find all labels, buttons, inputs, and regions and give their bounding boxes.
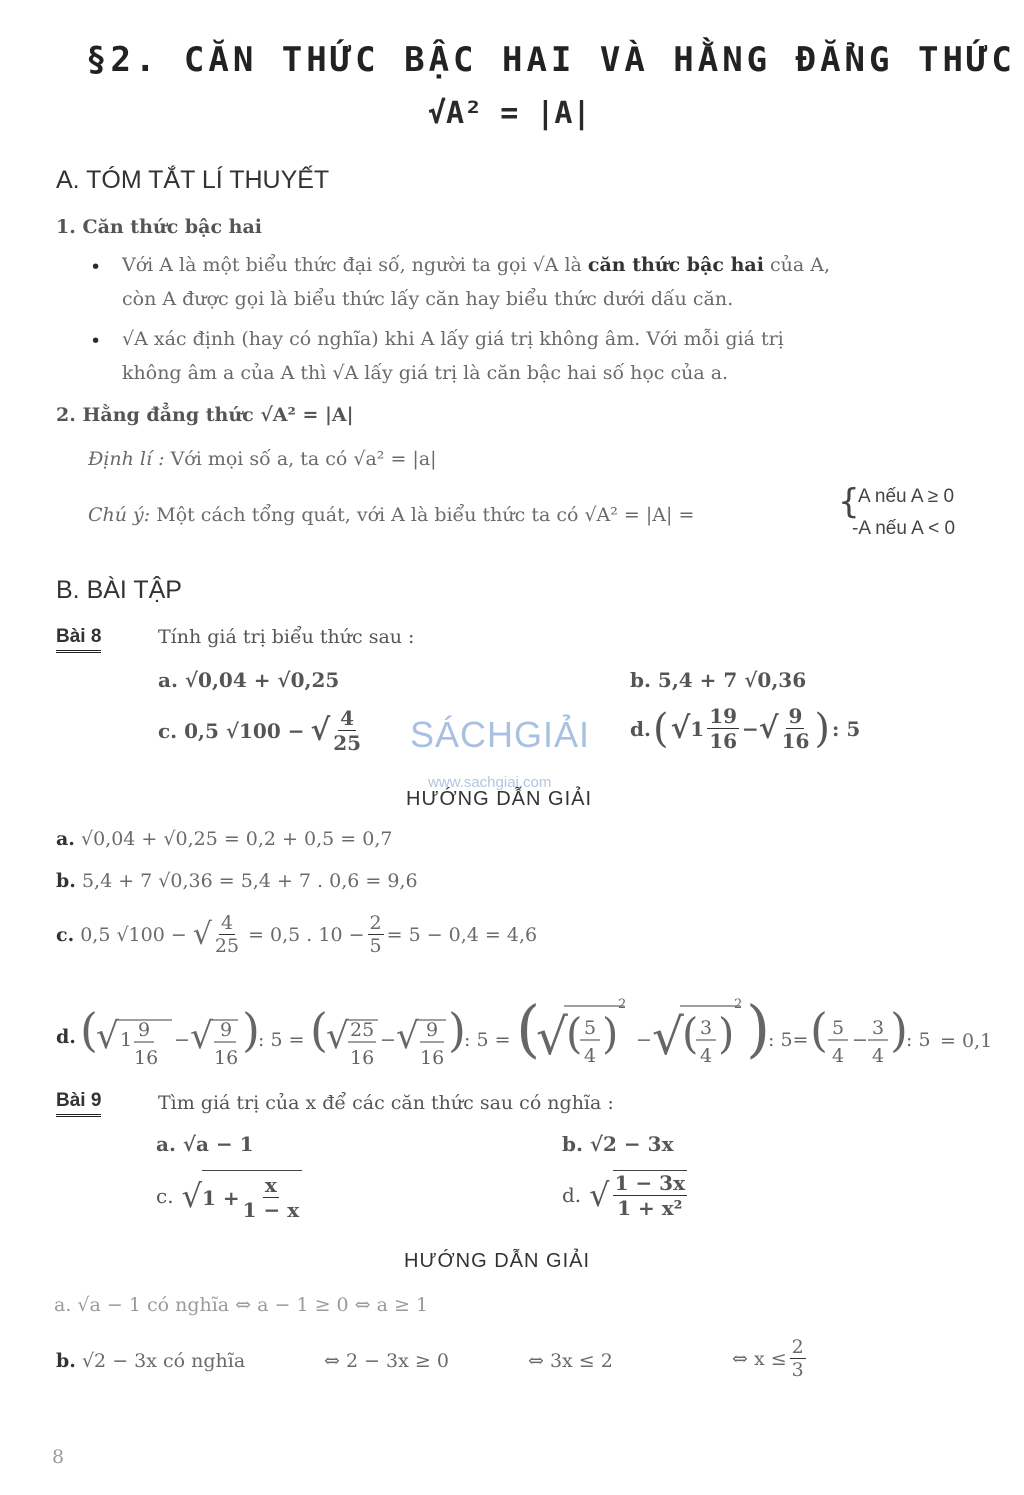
bai-9-c — [156, 1170, 302, 1222]
svg-text:): ) — [718, 1009, 735, 1058]
sol-text: √0,04 + √0,25 = 0,2 + 0,5 = 0,7 — [80, 828, 393, 850]
term: 1 + — [201, 1185, 240, 1210]
denominator: 1 − x — [242, 1198, 300, 1222]
svg-text:√: √ — [652, 1008, 684, 1066]
bai-9-solution-a: a. √a − 1 có nghĩa ⇔ a − 1 ≥ 0 ⇔ a ≥ 1 — [54, 1294, 429, 1316]
note-text: Một cách tổng quát, với A là biểu thức ta có √A² = |A| = — [156, 504, 695, 526]
sol-label: a. — [56, 828, 75, 850]
section-b-heading: B. BÀI TẬP — [56, 576, 182, 604]
bullet-1-tail: của A, — [769, 254, 830, 276]
watermark-brand: SÁCHGIẢI — [410, 714, 591, 755]
svg-text:4: 4 — [584, 1045, 597, 1067]
svg-text:: 5 =: : 5 = — [464, 1029, 511, 1051]
svg-text:): ) — [890, 1003, 908, 1057]
bai-9-label: Bài 9 — [56, 1090, 101, 1117]
svg-text:−: − — [380, 1029, 396, 1051]
numerator: 9 — [788, 704, 803, 728]
radical-sign: √ — [589, 1176, 610, 1214]
section-a-heading: A. TÓM TẮT LÍ THUYẾT — [56, 166, 330, 194]
bai-8-solution-heading: HƯỚNG DẪN GIẢI — [406, 788, 593, 810]
bai-8-b: b. 5,4 + 7 √0,36 — [630, 668, 807, 692]
sol-label: b. — [56, 870, 76, 892]
svg-text:√: √ — [190, 1016, 213, 1057]
bullet-1-bold: căn thức bậc hai — [587, 254, 764, 276]
svg-text:2: 2 — [734, 997, 743, 1012]
bai-8-label: Bài 8 — [56, 626, 101, 653]
case-2: -A nếu A < 0 — [852, 518, 956, 539]
bai-8-d — [630, 704, 860, 753]
note-label: Chú ý: — [88, 504, 151, 526]
svg-text:(: ( — [80, 1003, 98, 1057]
case-brace: { — [838, 482, 860, 522]
sol-text: 0,5 √100 − — [80, 923, 187, 946]
svg-text:−: − — [852, 1029, 868, 1051]
bai-8-c-fraction — [333, 706, 361, 755]
bullet-1-line-2: còn A được gọi là biểu thức lấy căn hay biểu thức dưới dấu căn. — [122, 288, 734, 310]
svg-text:16: 16 — [214, 1047, 239, 1069]
svg-text:9: 9 — [138, 1019, 151, 1041]
svg-text:3: 3 — [700, 1017, 713, 1039]
sol-text: √2 − 3x có nghĩa — [81, 1350, 246, 1372]
numerator: 4 — [220, 912, 234, 934]
svg-text:: 5: : 5 — [906, 1029, 931, 1051]
bai-8-c — [158, 706, 364, 755]
bai-8-solution-b — [56, 870, 418, 892]
mixed-whole: 1 — [690, 716, 705, 741]
fraction — [707, 704, 739, 753]
bullet-1-text: Với A là một biểu thức đại số, người ta gọi √A là — [122, 254, 582, 276]
svg-text:4: 4 — [700, 1045, 713, 1067]
note — [88, 504, 694, 526]
title-formula: √A² = |A| — [428, 96, 591, 131]
bai-8-solution-d-formula — [80, 984, 980, 1076]
svg-text:): ) — [448, 1003, 466, 1057]
bai-9-prompt: Tìm giá trị của x để các căn thức sau có nghĩa : — [158, 1092, 614, 1114]
subsection-2-heading: 2. Hằng đẳng thức √A² = |A| — [56, 404, 354, 426]
bai-8-prompt: Tính giá trị biểu thức sau : — [158, 626, 415, 648]
svg-text:): ) — [242, 1003, 260, 1057]
svg-text:(: ( — [810, 1003, 828, 1057]
svg-text:(: ( — [516, 992, 541, 1065]
svg-text:(: ( — [566, 1009, 583, 1058]
svg-text:−: − — [636, 1029, 652, 1051]
svg-text:(: ( — [682, 1009, 699, 1058]
svg-text:16: 16 — [350, 1047, 375, 1069]
fraction — [790, 1336, 806, 1381]
bai-9-d — [562, 1170, 690, 1220]
svg-text:4: 4 — [872, 1045, 885, 1067]
sol-text: 5,4 + 7 √0,36 = 5,4 + 7 . 0,6 = 9,6 — [81, 870, 418, 892]
svg-text:16: 16 — [420, 1047, 445, 1069]
bullet-2-line-2: không âm a của A thì √A lấy giá trị là căn bậc hai số học của a. — [122, 362, 729, 384]
page-title: §2. CĂN THỨC BẬC HAI VÀ HẰNG ĐẲNG THỨC — [86, 40, 1016, 80]
svg-text:√: √ — [96, 1016, 119, 1057]
svg-text:: 5=: : 5= — [768, 1029, 809, 1051]
sol-label: b. — [56, 1350, 76, 1372]
sol-text: = 5 − 0,4 = 4,6 — [386, 923, 538, 946]
numerator: 1 − 3x — [614, 1171, 686, 1195]
theorem — [88, 448, 437, 470]
bai-9-solution-b-step-3 — [732, 1336, 809, 1381]
denominator: 25 — [214, 935, 240, 957]
case-1: A nếu A ≥ 0 — [858, 486, 955, 507]
theorem-label: Định lí : — [88, 448, 165, 470]
denominator: 3 — [791, 1359, 804, 1381]
bai-9-a: a. √a − 1 — [156, 1132, 254, 1156]
fraction — [243, 1173, 300, 1222]
sol-text: = 0,5 . 10 − — [248, 923, 365, 946]
denominator: 25 — [333, 731, 362, 755]
svg-text:5: 5 — [584, 1017, 597, 1039]
svg-text:√: √ — [396, 1016, 419, 1057]
numerator: 19 — [709, 704, 738, 728]
svg-text:): ) — [746, 992, 771, 1065]
subsection-1-heading: 1. Căn thức bậc hai — [56, 216, 263, 238]
item-label: c. — [156, 1184, 174, 1208]
svg-text:): ) — [602, 1009, 619, 1058]
watermark-url: www.sachgiai.com — [428, 774, 552, 791]
bullet-dot: • — [90, 256, 102, 278]
minus: − — [742, 716, 759, 741]
fraction — [215, 912, 239, 957]
bai-9-solution-heading: HƯỚNG DẪN GIẢI — [404, 1250, 591, 1272]
svg-text:9: 9 — [220, 1019, 233, 1041]
svg-text:3: 3 — [872, 1017, 885, 1039]
svg-text:4: 4 — [832, 1045, 845, 1067]
denominator: 16 — [709, 729, 738, 753]
denominator: 16 — [781, 729, 810, 753]
sol-text: ⇔ x ≤ — [732, 1347, 787, 1370]
svg-text:: 5 =: : 5 = — [258, 1029, 305, 1051]
radical-sign: √ — [310, 713, 331, 748]
bai-9-solution-b-step-1: ⇔ 2 − 3x ≥ 0 — [324, 1350, 449, 1372]
bai-8-d-label: d. — [630, 716, 651, 741]
denominator: 1 + x² — [617, 1196, 683, 1220]
radical-sign: √ — [192, 917, 212, 952]
svg-text:√: √ — [536, 1008, 568, 1066]
bai-8-a: a. √0,04 + √0,25 — [158, 668, 340, 692]
paren-close: ) — [814, 705, 830, 752]
bullet-1-line-1 — [122, 254, 830, 276]
paren-open: ( — [652, 705, 669, 752]
svg-text:9: 9 — [426, 1019, 439, 1041]
svg-text:16: 16 — [134, 1047, 159, 1069]
svg-text:√: √ — [326, 1016, 349, 1057]
fraction — [613, 1170, 687, 1220]
numerator: 2 — [369, 912, 382, 934]
bai-9-b: b. √2 − 3x — [562, 1132, 674, 1156]
bai-8-solution-a — [56, 828, 392, 850]
bai-8-d-tail: : 5 — [831, 716, 861, 741]
denominator: 5 — [369, 935, 382, 957]
fraction — [368, 912, 384, 957]
bai-9-solution-b-label — [56, 1350, 245, 1372]
numerator: 4 — [340, 706, 355, 730]
svg-text:25: 25 — [350, 1019, 375, 1041]
svg-text:1: 1 — [120, 1029, 133, 1051]
sol-label: c. — [56, 923, 75, 946]
radical-sign: √ — [758, 711, 779, 746]
svg-text:5: 5 — [832, 1017, 845, 1039]
radicand — [202, 1170, 302, 1222]
bai-9-solution-b-step-2: ⇔ 3x ≤ 2 — [528, 1350, 613, 1372]
radical-sign: √ — [181, 1177, 202, 1215]
bullet-1 — [90, 256, 101, 278]
page-number: 8 — [52, 1446, 65, 1468]
numerator: x — [264, 1173, 277, 1197]
theorem-text: Với mọi số a, ta có √a² = |a| — [170, 448, 437, 470]
bullet-2-line-1: √A xác định (hay có nghĩa) khi A lấy giá trị không âm. Với mỗi giá trị — [122, 328, 784, 350]
svg-text:−: − — [174, 1029, 190, 1051]
sol-d-result: = 0,1 — [940, 1030, 993, 1052]
svg-text:2: 2 — [618, 997, 627, 1012]
svg-text:(: ( — [310, 1003, 328, 1057]
bai-8-solution-c — [56, 912, 537, 957]
item-label: d. — [562, 1183, 582, 1207]
fraction — [782, 704, 810, 753]
sol-d-label: d. — [56, 1026, 76, 1048]
bai-8-c-text: c. 0,5 √100 − — [158, 718, 305, 743]
numerator: 2 — [791, 1336, 804, 1358]
radical-sign: √ — [670, 711, 691, 746]
bullet-2: • — [90, 330, 102, 352]
